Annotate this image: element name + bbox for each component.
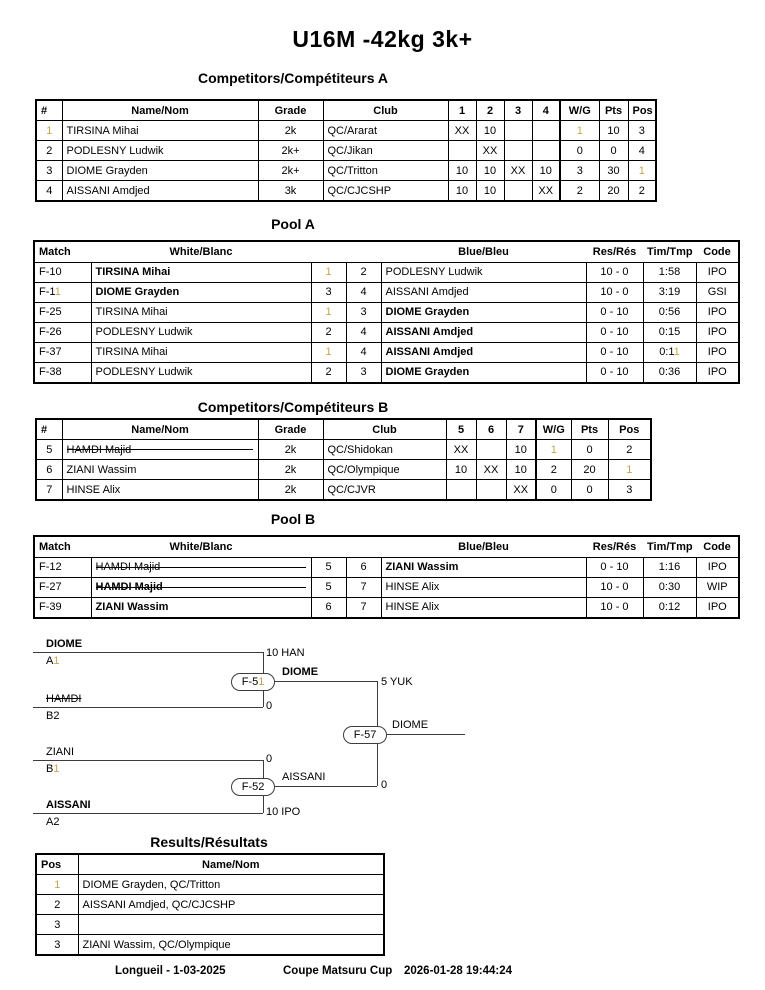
match-score: XX	[476, 460, 506, 480]
competitor-name: TIRSINA Mihai	[62, 121, 258, 141]
header-row	[36, 419, 651, 440]
blue-name: HINSE Alix	[381, 577, 586, 597]
col-white: White/Blanc	[91, 536, 311, 557]
col-pts: Pts	[571, 419, 608, 440]
col-name: Name/Nom	[78, 854, 384, 875]
competitor-number: 6	[36, 460, 62, 480]
pool-b-table	[33, 535, 740, 619]
table-row	[36, 181, 656, 202]
blue-name: DIOME Grayden	[381, 362, 586, 383]
result: 0 - 10	[586, 322, 643, 342]
header-row	[34, 536, 739, 557]
match-score	[504, 121, 532, 141]
bracket-line	[33, 760, 263, 761]
bracket-score: 5 YUK	[381, 676, 413, 688]
col-pos: Pos	[628, 100, 656, 121]
white-name: ZIANI Wassim	[91, 597, 311, 618]
col-code: Code	[696, 241, 739, 262]
match-score: 10	[448, 181, 476, 202]
competitor-club: QC/Ararat	[323, 121, 448, 141]
col-white: White/Blanc	[91, 241, 311, 262]
bracket-line	[385, 734, 465, 735]
col-wg: W/G	[536, 419, 571, 440]
bracket-seed-label: A1	[46, 655, 60, 667]
match-score: XX	[446, 440, 476, 460]
header-row	[34, 241, 739, 262]
result: 0 - 10	[586, 362, 643, 383]
bracket-slot-name: AISSANI	[46, 799, 91, 811]
code: IPO	[696, 302, 739, 322]
time: 0:30	[643, 577, 696, 597]
white-number: 2	[311, 362, 346, 383]
time: 0:36	[643, 362, 696, 383]
table-row	[36, 161, 656, 181]
points: 0	[571, 440, 608, 460]
match-score	[476, 440, 506, 460]
bracket-line	[33, 652, 263, 653]
bracket-line	[263, 681, 377, 682]
bracket-score: 0	[381, 779, 388, 791]
wins: 2	[560, 181, 599, 202]
bracket-seed-label: B1	[46, 763, 60, 775]
blue-number: 3	[346, 302, 381, 322]
bracket-score: 0	[266, 700, 273, 712]
wins: 1	[536, 440, 571, 460]
result: 10 - 0	[586, 597, 643, 618]
match-score: 10	[476, 121, 504, 141]
code: IPO	[696, 597, 739, 618]
table-row	[36, 480, 651, 501]
blue-name: DIOME Grayden	[381, 302, 586, 322]
match-score: XX	[532, 181, 560, 202]
competitor-name: DIOME Grayden	[62, 161, 258, 181]
competitor-grade: 2k+	[258, 161, 323, 181]
header-row	[36, 100, 656, 121]
bracket-score: 0	[266, 753, 273, 765]
code: GSI	[696, 282, 739, 302]
position: 3	[628, 121, 656, 141]
competitor-name-text: HAMDI Majid	[66, 443, 132, 456]
col-m6: 6	[476, 419, 506, 440]
competitor-club: QC/CJCSHP	[323, 181, 448, 202]
col-m7: 7	[506, 419, 536, 440]
pool-a-table	[33, 240, 740, 384]
match-score: 10	[506, 440, 536, 460]
bracket-winner-name: DIOME	[392, 719, 429, 731]
competitor-grade: 2k	[258, 480, 323, 501]
white-name: TIRSINA Mihai	[91, 302, 311, 322]
col-m4: 4	[532, 100, 560, 121]
match-score: XX	[504, 161, 532, 181]
col-res: Res/Rés	[586, 241, 643, 262]
competitor-name: PODLESNY Ludwik	[62, 141, 258, 161]
col-match: Match	[34, 536, 91, 557]
match-id: F-38	[34, 362, 91, 383]
match-id: F-26	[34, 322, 91, 342]
competitor-number: 4	[36, 181, 62, 202]
match-id: F-25	[34, 302, 91, 322]
match-score	[446, 480, 476, 501]
col-name: Name/Nom	[62, 419, 258, 440]
result-position: 3	[36, 915, 78, 935]
col-tim: Tim/Tmp	[643, 536, 696, 557]
table-row	[34, 262, 739, 282]
bracket-connector	[263, 652, 264, 707]
white-number: 1	[311, 302, 346, 322]
table-row	[34, 362, 739, 383]
bracket-score: 10 HAN	[266, 647, 305, 659]
match-score: XX	[506, 480, 536, 501]
white-name: DIOME Grayden	[91, 282, 311, 302]
results-heading: Results/Résultats	[150, 834, 268, 850]
col-club: Club	[323, 419, 446, 440]
match-id: F-37	[34, 342, 91, 362]
table-row	[34, 302, 739, 322]
blue-number: 7	[346, 597, 381, 618]
competitor-club: QC/CJVR	[323, 480, 446, 501]
col-m5: 5	[446, 419, 476, 440]
competitor-grade: 2k	[258, 121, 323, 141]
col-num: #	[36, 100, 62, 121]
white-number: 1	[311, 342, 346, 362]
competitors-b-table	[35, 418, 652, 501]
pool-a-heading: Pool A	[271, 216, 315, 232]
bracket-line	[33, 707, 263, 708]
match-id: F-12	[34, 557, 91, 577]
result-name: AISSANI Amdjed, QC/CJCSHP	[78, 895, 384, 915]
match-id: F-39	[34, 597, 91, 618]
competitor-grade: 2k+	[258, 141, 323, 161]
white-name: TIRSINA Mihai	[91, 342, 311, 362]
blue-name: AISSANI Amdjed	[381, 282, 586, 302]
result: 10 - 0	[586, 282, 643, 302]
col-m1: 1	[448, 100, 476, 121]
col-match: Match	[34, 241, 91, 262]
match-score: 10	[446, 460, 476, 480]
white-number: 6	[311, 597, 346, 618]
match-pill-f57: F-57	[343, 726, 387, 744]
table-row	[36, 141, 656, 161]
competitors-a-table	[35, 99, 657, 202]
event-name: Coupe Matsuru Cup	[283, 965, 393, 977]
table-row	[36, 440, 651, 460]
competitor-club: QC/Jikan	[323, 141, 448, 161]
col-bnum	[346, 536, 381, 557]
match-score: 10	[532, 161, 560, 181]
white-number: 1	[311, 262, 346, 282]
print-timestamp: 2026-01-28 19:44:24	[404, 965, 513, 977]
blue-number: 7	[346, 577, 381, 597]
competitor-grade: 2k	[258, 460, 323, 480]
result: 10 - 0	[586, 262, 643, 282]
white-name: PODLESNY Ludwik	[91, 362, 311, 383]
competitor-grade: 3k	[258, 181, 323, 202]
table-row	[34, 577, 739, 597]
table-row	[36, 121, 656, 141]
bracket-line	[33, 813, 263, 814]
code: IPO	[696, 262, 739, 282]
time: 1:58	[643, 262, 696, 282]
col-wg: W/G	[560, 100, 599, 121]
result-position: 3	[36, 935, 78, 956]
position: 3	[608, 480, 651, 501]
white-number: 5	[311, 577, 346, 597]
col-pos: Pos	[36, 854, 78, 875]
white-name: PODLESNY Ludwik	[91, 322, 311, 342]
points: 0	[571, 480, 608, 501]
col-m3: 3	[504, 100, 532, 121]
bracket-line	[263, 786, 377, 787]
position: 2	[628, 181, 656, 202]
blue-name: HINSE Alix	[381, 597, 586, 618]
match-score: XX	[476, 141, 504, 161]
result: 0 - 10	[586, 342, 643, 362]
result: 0 - 10	[586, 302, 643, 322]
match-score: XX	[448, 121, 476, 141]
blue-name: ZIANI Wassim	[381, 557, 586, 577]
bracket-slot-name: HAMDI	[46, 693, 82, 705]
competitor-name: ZIANI Wassim	[62, 460, 258, 480]
table-row	[36, 460, 651, 480]
table-row	[36, 895, 384, 915]
table-row	[34, 282, 739, 302]
col-club: Club	[323, 100, 448, 121]
match-score: 10	[476, 161, 504, 181]
position: 1	[628, 161, 656, 181]
competitor-club: QC/Tritton	[323, 161, 448, 181]
wins: 3	[560, 161, 599, 181]
table-row	[36, 935, 384, 956]
time: 0:11	[643, 342, 696, 362]
col-m2: 2	[476, 100, 504, 121]
points: 0	[599, 141, 628, 161]
result: 0 - 10	[586, 557, 643, 577]
blue-name: AISSANI Amdjed	[381, 342, 586, 362]
white-name: TIRSINA Mihai	[91, 262, 311, 282]
code: IPO	[696, 342, 739, 362]
col-wnum	[311, 536, 346, 557]
col-grade: Grade	[258, 419, 323, 440]
bracket-slot-name: DIOME	[46, 638, 83, 650]
page-title: U16M -42kg 3k+	[292, 26, 473, 52]
competitor-name: AISSANI Amdjed	[62, 181, 258, 202]
table-row	[34, 557, 739, 577]
white-name-text: HAMDI Majid	[95, 581, 163, 593]
table-row	[36, 915, 384, 935]
pool-b-heading: Pool B	[270, 511, 316, 527]
result-name	[78, 915, 384, 935]
header-row	[36, 854, 384, 875]
competitor-number: 3	[36, 161, 62, 181]
position: 1	[608, 460, 651, 480]
white-name	[91, 577, 311, 597]
bracket-connector	[263, 760, 264, 813]
position: 2	[608, 440, 651, 460]
blue-name: PODLESNY Ludwik	[381, 262, 586, 282]
results-table	[35, 853, 385, 956]
time: 0:56	[643, 302, 696, 322]
blue-number: 6	[346, 557, 381, 577]
match-score	[532, 141, 560, 161]
bracket-connector	[377, 681, 378, 786]
result-position: 1	[36, 875, 78, 895]
col-name: Name/Nom	[62, 100, 258, 121]
white-number: 3	[311, 282, 346, 302]
time: 0:12	[643, 597, 696, 618]
col-code: Code	[696, 536, 739, 557]
result-name: ZIANI Wassim, QC/Olympique	[78, 935, 384, 956]
match-score	[532, 121, 560, 141]
col-pos: Pos	[608, 419, 651, 440]
col-num: #	[36, 419, 62, 440]
wins: 1	[560, 121, 599, 141]
code: IPO	[696, 322, 739, 342]
table-row	[36, 875, 384, 895]
table-row	[34, 597, 739, 618]
match-id: F-11	[34, 282, 91, 302]
code: IPO	[696, 362, 739, 383]
competitors-a-heading: Competitors/Compétiteurs A	[197, 70, 389, 86]
time: 0:15	[643, 322, 696, 342]
match-score: 10	[506, 460, 536, 480]
competitor-number: 7	[36, 480, 62, 501]
match-score	[504, 141, 532, 161]
blue-number: 3	[346, 362, 381, 383]
match-id: F-10	[34, 262, 91, 282]
time: 3:19	[643, 282, 696, 302]
competitor-name: HINSE Alix	[62, 480, 258, 501]
competitors-b-heading: Competitors/Compétiteurs B	[197, 399, 389, 415]
withdrawal-strike-line	[96, 567, 306, 568]
bracket-seed-label: B2	[46, 710, 60, 722]
time: 1:16	[643, 557, 696, 577]
points: 20	[571, 460, 608, 480]
code: IPO	[696, 557, 739, 577]
col-grade: Grade	[258, 100, 323, 121]
competitor-number: 5	[36, 440, 62, 460]
match-score: 10	[448, 161, 476, 181]
bracket-seed-label: A2	[46, 816, 60, 828]
blue-number: 4	[346, 342, 381, 362]
points: 10	[599, 121, 628, 141]
bracket-winner-name: DIOME	[282, 666, 319, 678]
bracket-winner-name: AISSANI	[282, 771, 326, 783]
col-blue: Blue/Bleu	[381, 241, 586, 262]
withdrawal-strike-line	[96, 587, 306, 588]
match-score: 10	[476, 181, 504, 202]
match-score	[476, 480, 506, 501]
result-name: DIOME Grayden, QC/Tritton	[78, 875, 384, 895]
col-blue: Blue/Bleu	[381, 536, 586, 557]
competitor-number: 1	[36, 121, 62, 141]
white-name	[91, 557, 311, 577]
bracket-score: 10 IPO	[266, 806, 301, 818]
code: WIP	[696, 577, 739, 597]
table-row	[34, 322, 739, 342]
result-position: 2	[36, 895, 78, 915]
table-row	[34, 342, 739, 362]
blue-number: 4	[346, 282, 381, 302]
blue-name: AISSANI Amdjed	[381, 322, 586, 342]
blue-number: 4	[346, 322, 381, 342]
wins: 0	[536, 480, 571, 501]
col-bnum	[346, 241, 381, 262]
wins: 2	[536, 460, 571, 480]
white-number: 2	[311, 322, 346, 342]
col-tim: Tim/Tmp	[643, 241, 696, 262]
competitor-name	[62, 440, 258, 460]
col-res: Res/Rés	[586, 536, 643, 557]
competitor-club: QC/Shidokan	[323, 440, 446, 460]
venue-date: Longueil - 1-03-2025	[115, 965, 226, 977]
bracket-slot-name: ZIANI	[46, 746, 75, 758]
white-number: 5	[311, 557, 346, 577]
match-pill-f51: F-51	[231, 673, 275, 691]
col-wnum	[311, 241, 346, 262]
competitor-club: QC/Olympique	[323, 460, 446, 480]
match-score	[504, 181, 532, 202]
competitor-grade: 2k	[258, 440, 323, 460]
result: 10 - 0	[586, 577, 643, 597]
wins: 0	[560, 141, 599, 161]
white-name-text: HAMDI Majid	[95, 561, 161, 573]
col-pts: Pts	[599, 100, 628, 121]
position: 4	[628, 141, 656, 161]
competitor-number: 2	[36, 141, 62, 161]
withdrawal-strike-line	[67, 449, 253, 450]
match-pill-f52: F-52	[231, 778, 275, 796]
points: 20	[599, 181, 628, 202]
match-score	[448, 141, 476, 161]
points: 30	[599, 161, 628, 181]
blue-number: 2	[346, 262, 381, 282]
match-id: F-27	[34, 577, 91, 597]
